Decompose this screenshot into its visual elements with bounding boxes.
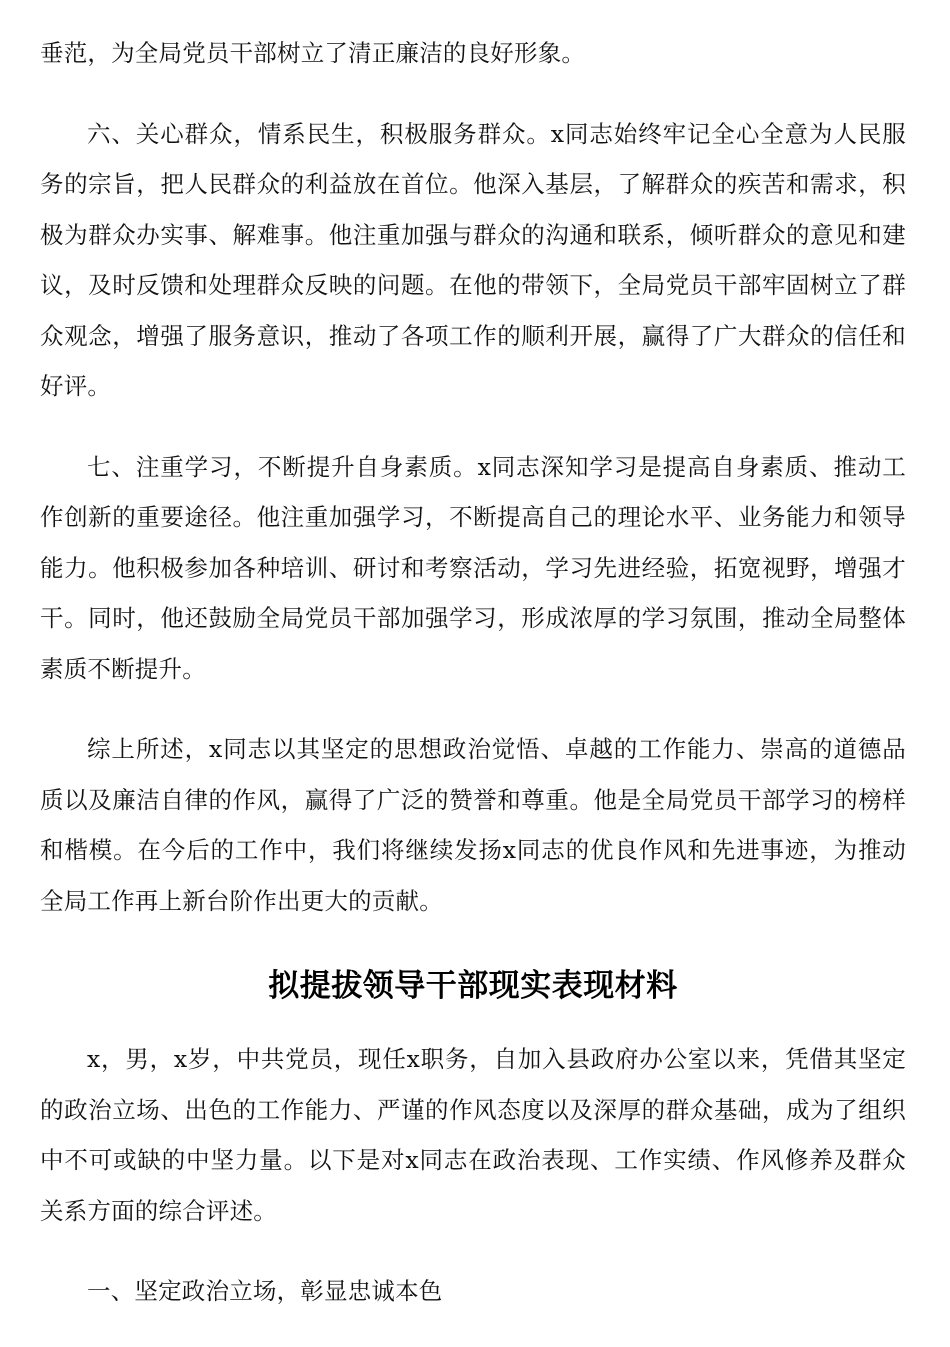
paragraph-summary: 综上所述，x同志以其坚定的思想政治觉悟、卓越的工作能力、崇高的道德品质以及廉洁自律的作风，赢得了广泛的赞誉和尊重。他是全局党员干部学习的榜样和楷模。在今后的工作中，我们将继续发扬x同志的优良作风和先进事迹，为推动全局工作再上新台阶作出更大的贡献。 bbox=[40, 735, 906, 915]
paragraph-section-seven: 七、注重学习，不断提升自身素质。x同志深知学习是提高自身素质、推动工作创新的重要途径。他注重加强学习，不断提高自己的理论水平、业务能力和领导能力。他积极参加各种培训、研讨和考察活动，学习先进经验，拓宽视野，增强才干。同时，他还鼓励全局党员干部加强学习，形成浓厚的学习氛围，推动全局整体素质不断提升。 bbox=[40, 452, 906, 683]
paragraph-continuation: 垂范，为全局党员干部树立了清正廉洁的良好形象。 bbox=[40, 39, 586, 67]
paragraph-subheading-one: 一、坚定政治立场，彰显忠诚本色 bbox=[87, 1277, 443, 1305]
document-page bbox=[40, 28, 906, 1347]
paragraph-intro: x，男，x岁，中共党员，现任x职务，自加入县政府办公室以来，凭借其坚定的政治立场、出色的工作能力、严谨的作风态度以及深厚的群众基础，成为了组织中不可或缺的中坚力量。以下是对x同志在政治表现、工作实绩、作风修养及群众关系方面的综合评述。 bbox=[40, 1045, 906, 1225]
paragraph-section-six: 六、关心群众，情系民生，积极服务群众。x同志始终牢记全心全意为人民服务的宗旨，把人民群众的利益放在首位。他深入基层，了解群众的疾苦和需求，积极为群众办实事、解难事。他注重加强与群众的沟通和联系，倾听群众的意见和建议，及时反馈和处理群众反映的问题。在他的带领下，全局党员干部牢固树立了群众观念，增强了服务意识，推动了各项工作的顺利开展，赢得了广大群众的信任和好评。 bbox=[40, 119, 906, 400]
document-heading: 拟提拔领导干部现实表现材料 bbox=[268, 968, 678, 1004]
